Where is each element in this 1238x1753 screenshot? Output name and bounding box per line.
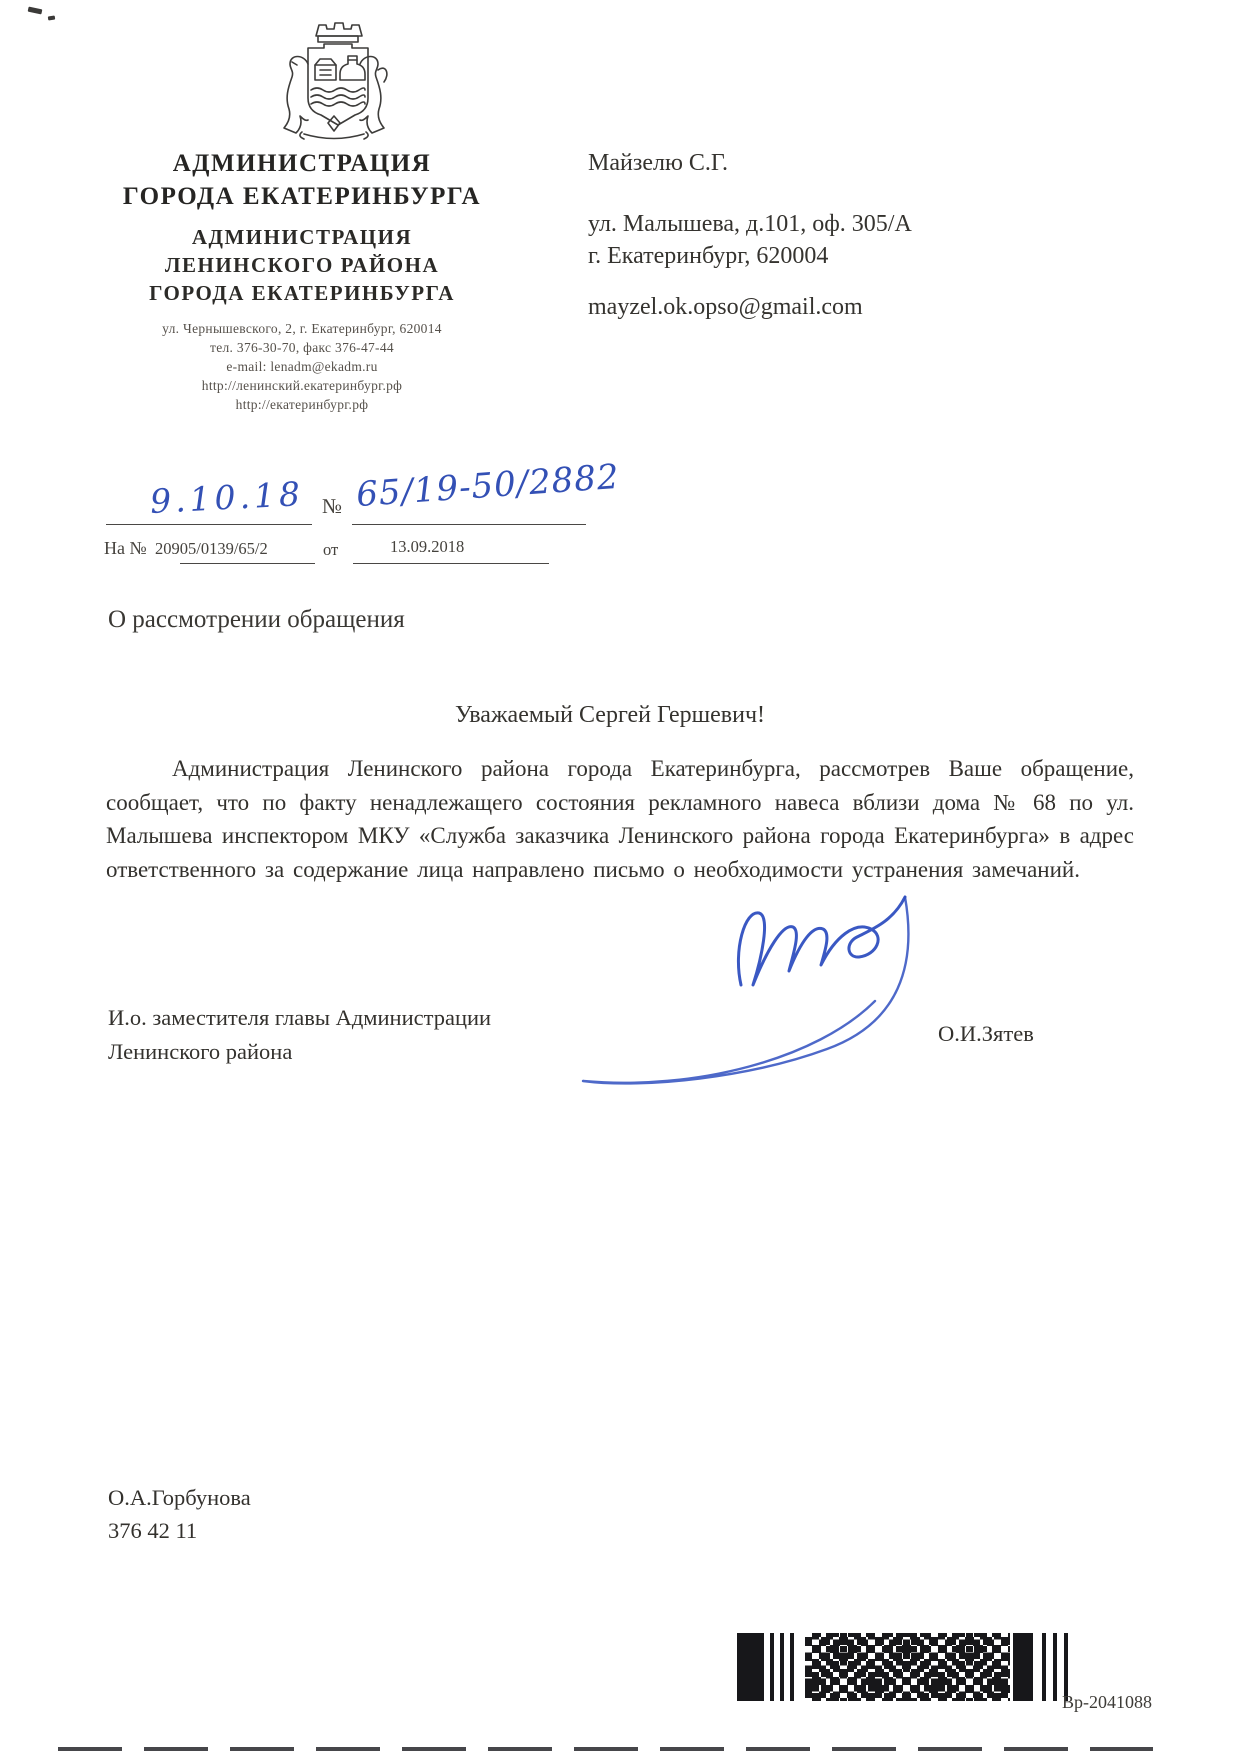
signer-position-line2: Ленинского района bbox=[108, 1039, 293, 1064]
reply-ot: от bbox=[323, 540, 339, 559]
barcode-bar bbox=[1064, 1633, 1068, 1701]
subject-line: О рассмотрении обращения bbox=[108, 606, 405, 633]
number-underline bbox=[352, 524, 586, 525]
scan-speck bbox=[28, 7, 43, 15]
salutation: Уважаемый Сергей Гершевич! bbox=[455, 702, 766, 728]
barcode-block bbox=[737, 1633, 764, 1701]
executor-name: О.А.Горбунова bbox=[108, 1485, 251, 1510]
handwritten-number: 65/19-50/2882 bbox=[354, 456, 621, 516]
suborg-line1: АДМИНИСТРАЦИЯ bbox=[191, 225, 413, 249]
executor-phone: 376 42 11 bbox=[108, 1518, 198, 1543]
suborg-line2: ЛЕНИНСКОГО РАЙОНА bbox=[164, 253, 440, 277]
reply-number: 20905/0139/65/2 bbox=[155, 539, 268, 558]
org-name-line1: АДМИНИСТРАЦИЯ bbox=[172, 150, 432, 177]
reply-prefix: На № bbox=[104, 538, 147, 558]
barcode-matrix bbox=[805, 1633, 1010, 1701]
handwritten-date: 9.10.18 bbox=[149, 473, 305, 522]
signature-ink-icon bbox=[555, 855, 927, 1097]
letterhead bbox=[88, 147, 516, 414]
coat-of-arms-yekaterinburg-icon bbox=[278, 12, 390, 142]
reply-number-underline bbox=[180, 563, 315, 564]
scan-artifact-line bbox=[58, 1747, 1153, 1751]
barcode-block bbox=[1013, 1633, 1033, 1701]
recipient-address-line2: г. Екатеринбург, 620004 bbox=[588, 243, 829, 269]
signer-position-line1: И.о. заместителя главы Администрации bbox=[108, 1005, 492, 1030]
org-name-line2: ГОРОДА ЕКАТЕРИНБУРГА bbox=[122, 183, 482, 210]
recipient-block bbox=[588, 150, 1108, 321]
suborg-line3: ГОРОДА ЕКАТЕРИНБУРГА bbox=[149, 281, 455, 305]
letterhead-site1: http://ленинский.екатеринбург.рф bbox=[201, 378, 403, 393]
recipient-name: Майзелю С.Г. bbox=[588, 150, 729, 176]
body-paragraph: Администрация Ленинского района города Екатеринбурга, рассмотрев Ваше обращение, сообщает, что по факту ненадлежащего состояния рекламного навеса вблизи дома № 68 по ул. Малышева инспектором МКУ «Служба заказчика Ленинского района города Екатеринбурга» в адрес ответственного за содержание лица направлено письмо о необходимости устранения замечаний. bbox=[106, 756, 1134, 882]
signer-name: О.И.Зятев bbox=[938, 1021, 1034, 1046]
letterhead-address: ул. Чернышевского, 2, г. Екатеринбург, 620014 bbox=[162, 321, 442, 336]
barcode bbox=[737, 1633, 1068, 1701]
reply-date: 13.09.2018 bbox=[390, 537, 465, 556]
barcode-label: Вр-2041088 bbox=[1062, 1692, 1152, 1712]
letterhead-phone: тел. 376-30-70, факс 376-47-44 bbox=[210, 340, 394, 355]
letterhead-email: e-mail: lenadm@ekadm.ru bbox=[226, 359, 378, 374]
number-sign: № bbox=[322, 494, 343, 518]
reply-date-underline bbox=[353, 563, 549, 564]
recipient-address-line1: ул. Малышева, д.101, оф. 305/А bbox=[588, 211, 912, 237]
scan-speck bbox=[48, 16, 55, 21]
date-underline bbox=[106, 524, 312, 525]
letterhead-site2: http://екатеринбург.рф bbox=[235, 397, 369, 412]
recipient-email: mayzel.ok.opso@gmail.com bbox=[588, 294, 863, 320]
